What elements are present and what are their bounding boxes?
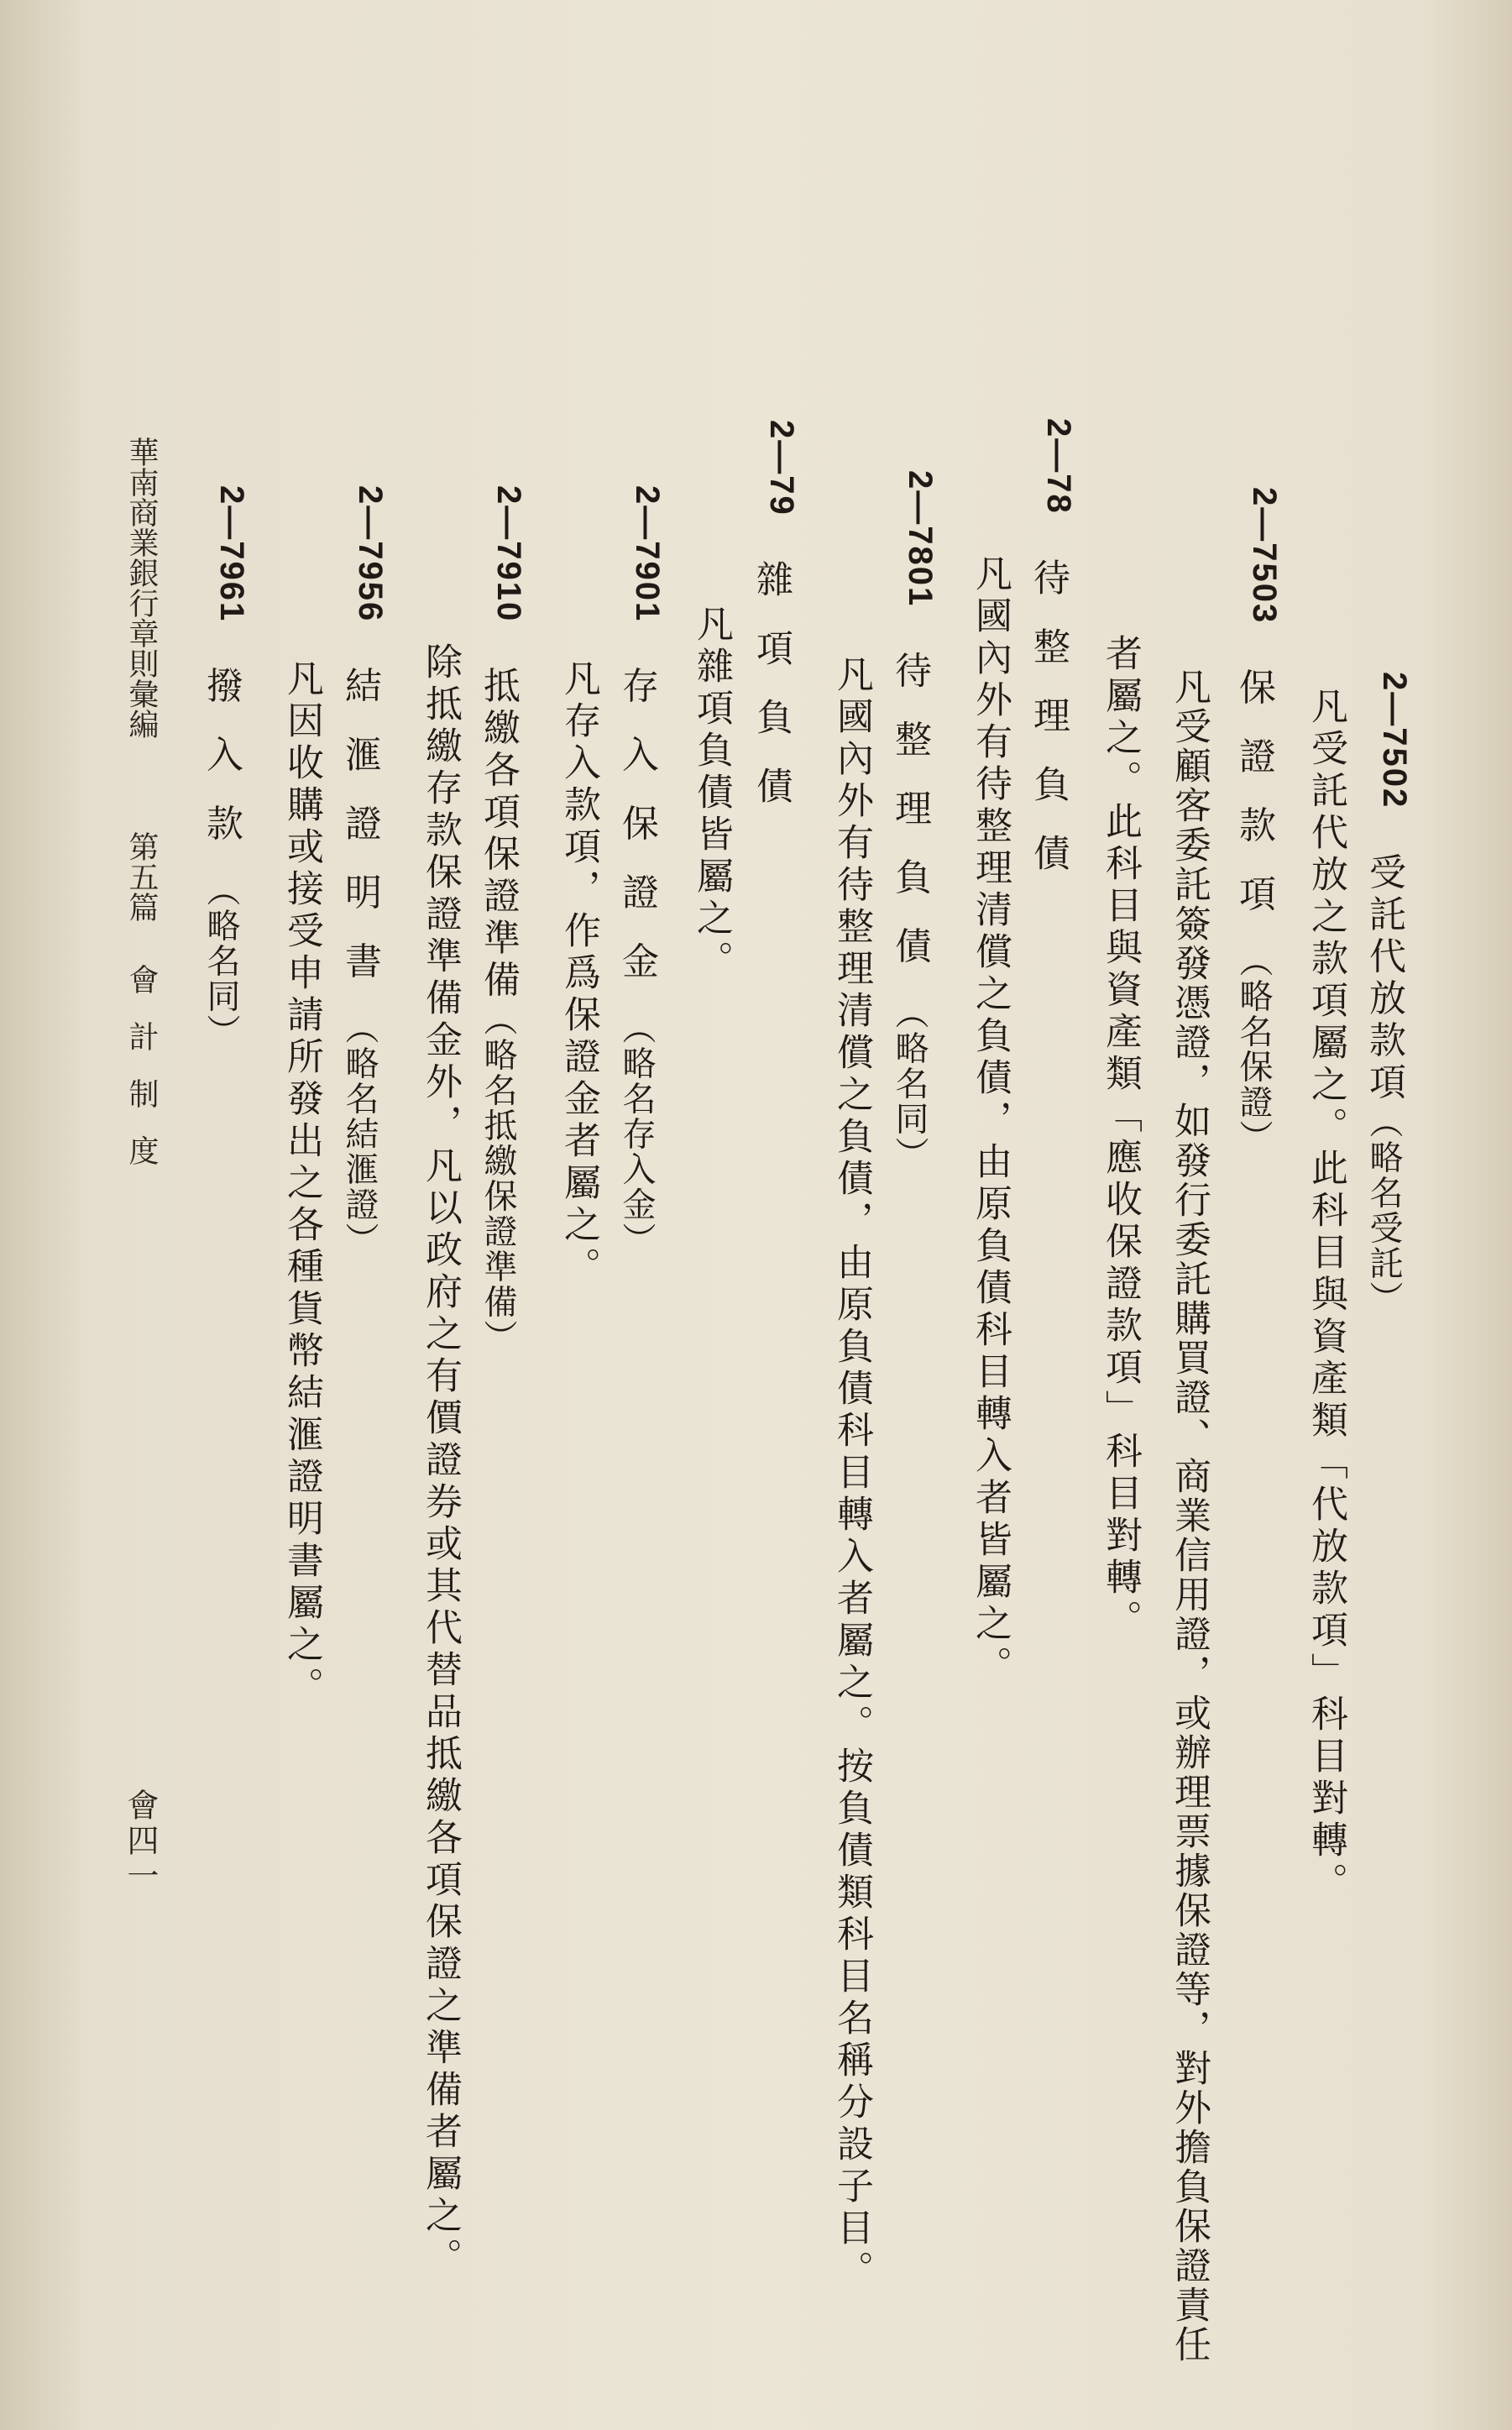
account-abbrev: （略名保證） bbox=[1234, 943, 1273, 1155]
account-code: 2—7801 bbox=[902, 470, 939, 608]
entry-description: 除抵繳存款保證準備金外，凡以政府之有價證券或其代替品抵繳各項保證之準備者屬之。 bbox=[419, 642, 462, 2280]
account-code: 2—7910 bbox=[490, 485, 527, 623]
book-title: 華南商業銀行章則彙編 bbox=[124, 437, 159, 739]
account-title: 結滙證明書 bbox=[338, 666, 381, 1011]
entry-description: 凡受託代放之款項屬之。此科目與資產類「代放款項」科目對轉。 bbox=[1305, 687, 1347, 1904]
account-abbrev: （略名同） bbox=[201, 872, 240, 1050]
entry-description: 凡存入款項，作爲保證金者屬之。 bbox=[557, 659, 600, 1289]
entry-heading bbox=[202, 485, 249, 1049]
entry-heading bbox=[1029, 418, 1075, 903]
account-abbrev: （略名存入金） bbox=[617, 1010, 656, 1258]
entry-description: 凡國內外有待整理清償之負債，由原負債科目轉入者皆屬之。 bbox=[969, 554, 1012, 1688]
account-title: 雜項負債 bbox=[750, 559, 793, 835]
account-code: 2—79 bbox=[763, 420, 800, 516]
section-label: 會計制度 bbox=[124, 964, 159, 1192]
entry-heading bbox=[1365, 672, 1411, 1316]
account-title: 待整理負債 bbox=[1027, 558, 1070, 903]
entry-heading bbox=[888, 470, 939, 1172]
account-code: 2—78 bbox=[1040, 418, 1077, 515]
account-title: 受託代放款項 bbox=[1363, 852, 1405, 1105]
entry-description: 凡因收購或接受申請所發出之各種貨幣結滙證明書屬之。 bbox=[280, 659, 323, 1709]
entry-heading bbox=[1232, 487, 1283, 1155]
entry-heading bbox=[615, 485, 666, 1258]
chapter-label: 第五篇 bbox=[124, 831, 159, 922]
account-code: 2—7956 bbox=[352, 485, 389, 623]
entry-heading bbox=[752, 420, 798, 835]
account-title: 待整理負債 bbox=[888, 651, 931, 996]
account-abbrev: （略名結滙證） bbox=[340, 1010, 379, 1258]
account-abbrev: （略名受託） bbox=[1364, 1104, 1403, 1317]
account-code: 2—7502 bbox=[1376, 672, 1413, 809]
page-number: 會四一 bbox=[122, 1788, 159, 1894]
entry-heading bbox=[338, 485, 389, 1258]
account-title: 保證款項 bbox=[1232, 668, 1275, 944]
account-title: 存入保證金 bbox=[615, 666, 658, 1011]
account-title: 抵繳各項保證準備 bbox=[477, 666, 520, 1003]
running-footer bbox=[124, 437, 159, 1192]
entry-description: 凡雜項負債皆屬之。 bbox=[690, 605, 733, 982]
entry-description: 者屬之。此科目與資產類「應收保證款項」科目對轉。 bbox=[1099, 634, 1142, 1642]
account-code: 2—7961 bbox=[213, 485, 250, 623]
account-title: 撥入款 bbox=[200, 666, 243, 873]
account-code: 2—7503 bbox=[1246, 487, 1283, 625]
account-abbrev: （略名同） bbox=[890, 995, 929, 1172]
entry-description: 凡國內外有待整理清償之負債，由原負債科目轉入者屬之。按負債類科目名稱分設子目。 bbox=[830, 655, 873, 2292]
entry-heading bbox=[479, 485, 526, 1354]
account-code: 2—7901 bbox=[629, 485, 666, 623]
account-abbrev: （略名抵繳保證準備） bbox=[479, 1002, 517, 1355]
entry-description: 凡受顧客委託簽發憑證，如發行委託購買證、商業信用證，或辦理票據保證等，對外擔負保證責任 bbox=[1168, 668, 1211, 2365]
